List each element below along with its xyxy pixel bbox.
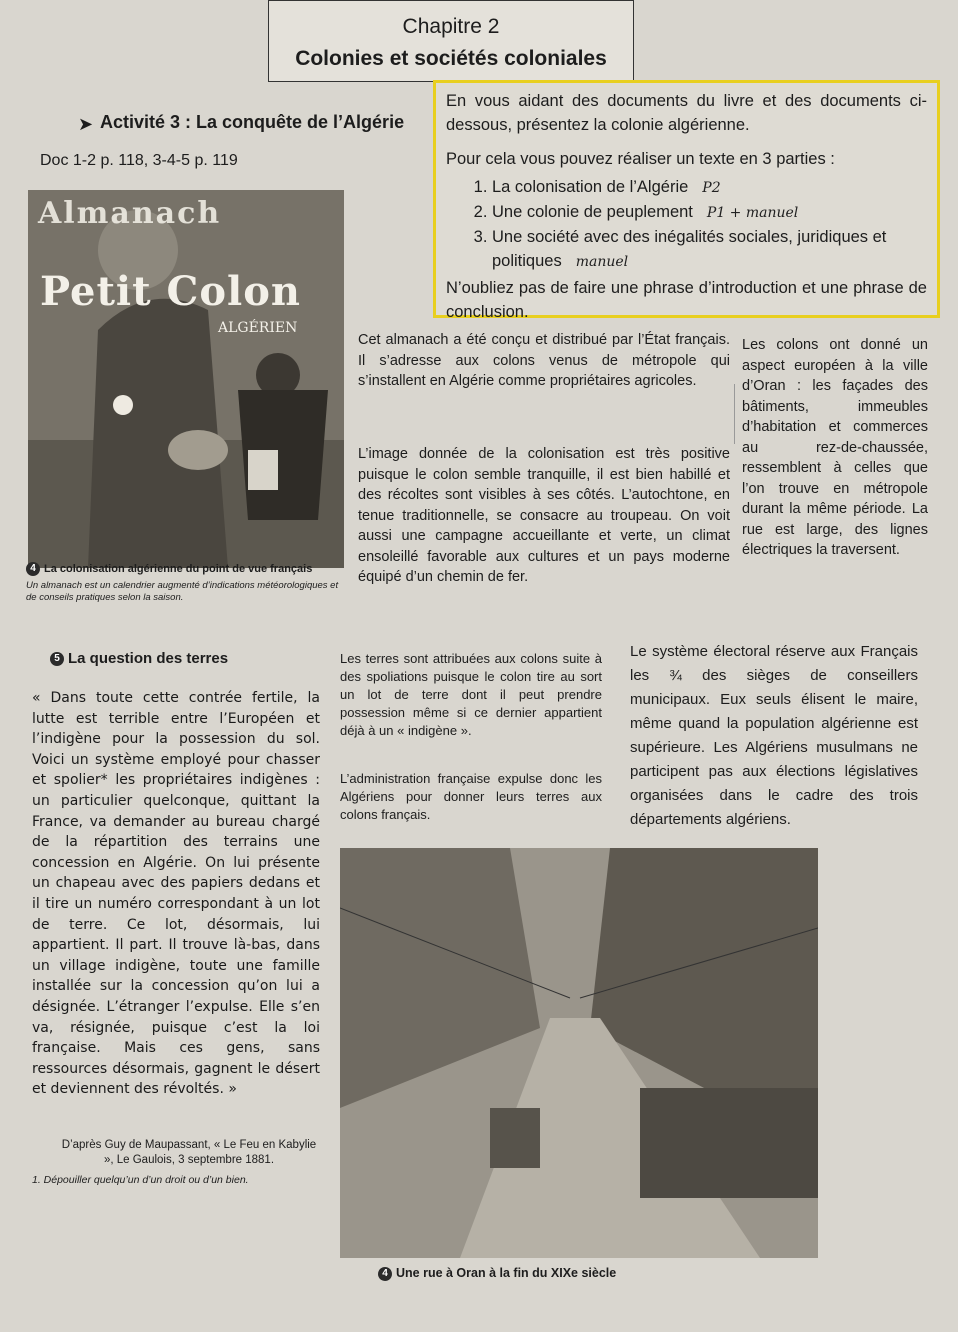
almanac-title-top: Almanach [38, 196, 222, 231]
almanac-subtitle: ALGÉRIEN [218, 320, 298, 336]
task-conclusion: N’oubliez pas de faire une phrase d’introduction et une phrase de conclusion. [446, 279, 927, 321]
electoral-text: Le système électoral réserve aux Français les ¾ des sièges de conseillers municipaux. Eux seuls élisent le maire, même quand la population algérienne est supérieure. Les Algériens musulmans ne participent pas aux élections législatives organisées dans le cadre des trois départements algériens. [630, 643, 918, 828]
footnote: 1. Dépouiller quelqu’un d’un droit ou d’un bien. [32, 1174, 249, 1186]
handwritten-note: manuel [575, 254, 629, 270]
almanac-caption: 4 La colonisation algérienne du point de vue français [26, 562, 312, 576]
almanac-caption-sub: Un almanach est un calendrier augmenté d’indications météorologiques et de conseils pratiques selon la saison. [26, 580, 339, 603]
list-item: 2. Une colonie de peuplement P1 + manuel [492, 200, 927, 225]
oran-street-photo [340, 848, 818, 1258]
almanac-illustration [28, 190, 344, 568]
chapter-title: Colonies et sociétés coloniales [295, 47, 607, 70]
list-item: 3. Une société avec des inégalités sociales, juridiques et politiques manuel [492, 225, 927, 274]
handwritten-note: P2 [702, 180, 721, 196]
doc-number-badge: 4 [378, 1267, 392, 1281]
document-references: Doc 1-2 p. 118, 3-4-5 p. 119 [40, 152, 238, 169]
quote-source: D’après Guy de Maupassant, « Le Feu en Kabylie », Le Gaulois, 3 septembre 1881. [61, 1139, 317, 1166]
activity-title: Activité 3 : La conquête de l’Algérie [100, 112, 405, 132]
maupassant-quote: « Dans toute cette contrée fertile, la lutte est terrible entre l’Européen et l’indigène pour la possession du sol. Voici un système employé pour chasser et spolier* les propriétaires indigènes : un particulier quelconque, quittant la France, va demander au bureau chargé de la répartition des terrains une concession en Algérie. On lui présente un chapeau avec des papiers dedans et il tire un numéro correspondant à un lot de terre. Ce lot, désormais, lui appartient. Il part. Il trouve là-bas, dans un village indigène, toute une famille installée sur la concession qu’on lui a désignée. L’étranger l’expulse. Elle s’en va, résignée, puisque c’est la loi française. Mais ces gens, sans ressources désormais, gagnent le désert et deviennent des révoltés. » [32, 690, 320, 1098]
arrow-bullet-icon: ➤ [78, 114, 94, 134]
spoliation-text-1: Les terres sont attribuées aux colons suite à des spoliations puisque le colon tire au sort un lot de terre dont il peut prendre possession même si ce dernier appartient déjà à un « indigène ». [340, 651, 602, 738]
spoliation-text-2: L’administration française expulse donc les Algériens pour donner leurs terres aux colons français. [340, 771, 602, 822]
oran-text: Les colons ont donné un aspect européen à la ville d’Oran : les façades des bâtiments, immeubles d’habitation et commerces au rez-de-chaussée, ressemblent à celles que l’on trouve en métropole durant la même période. La rue est large, des lignes électriques la traversent. [742, 337, 928, 558]
doc-number-badge: 5 [50, 652, 64, 666]
handwritten-note: P1 + manuel [706, 205, 799, 221]
task-intro: En vous aidant des documents du livre et des documents ci-dessous, présentez la colonie algérienne. [446, 92, 927, 134]
divider [734, 384, 735, 444]
oran-caption: 4 Une rue à Oran à la fin du XIXe siècle [378, 1266, 616, 1281]
almanac-drawing [28, 190, 344, 568]
task-plan-intro: Pour cela vous pouvez réaliser un texte en 3 parties : [446, 150, 835, 168]
doc-number-badge: 4 [26, 562, 40, 576]
task-box [433, 80, 940, 321]
chapter-title-box [268, 0, 634, 82]
almanac-text-2: L’image donnée de la colonisation est très positive puisque le colon semble tranquille, il est bien habillé et des récoltes sont visibles à ses côtés. L’autochtone, en tenue traditionnelle, se consacre au troupeau. On voit aussi une campagne accueillante et verte, un climat ensoleillé favorable aux cultures et un pays moderne équipé d’un chemin de fer. [358, 446, 730, 585]
almanac-title-main: Petit Colon [40, 268, 301, 315]
chapter-label: Chapitre 2 [402, 15, 500, 38]
question-title: 5 La question des terres [50, 650, 228, 667]
oran-street-drawing [340, 848, 818, 1258]
task-parts-list [446, 175, 927, 274]
list-item: 1. La colonisation de l’Algérie P2 [492, 175, 927, 200]
almanac-text-1: Cet almanach a été conçu et distribué par l’État français. Il s’adresse aux colons venus de métropole qui s’installent en Algérie comme propriétaires agricoles. [358, 332, 730, 389]
